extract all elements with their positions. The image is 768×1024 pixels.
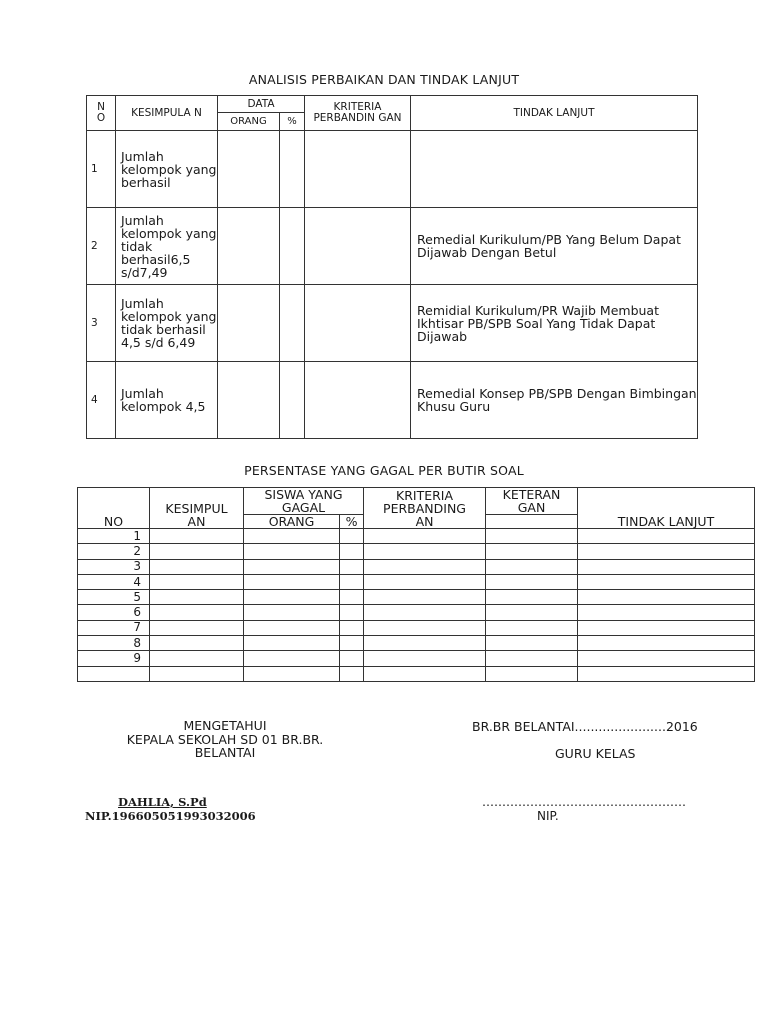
table-cell (150, 574, 244, 589)
table-cell (340, 544, 364, 559)
row-no (78, 666, 150, 681)
row-no: 1 (78, 529, 150, 544)
table-cell (486, 620, 578, 635)
table1-title: ANALISIS PERBAIKAN DAN TINDAK LANJUT (248, 72, 520, 87)
table-cell (578, 574, 755, 589)
table-cell (486, 636, 578, 651)
table-cell (578, 590, 755, 605)
table-cell (150, 559, 244, 574)
row-persen (280, 362, 305, 439)
table-row (87, 208, 698, 285)
table-cell (486, 666, 578, 681)
table-cell (150, 544, 244, 559)
table-cell (340, 559, 364, 574)
row-no: 4 (78, 574, 150, 589)
table-cell (150, 651, 244, 666)
table-cell (364, 666, 486, 681)
row-persen (280, 285, 305, 362)
table-cell (244, 651, 340, 666)
table-cell (244, 636, 340, 651)
table-cell (364, 559, 486, 574)
table-row (87, 285, 698, 362)
table-cell (486, 559, 578, 574)
row-kriteria (305, 131, 411, 208)
analysis-table (86, 95, 698, 439)
table-cell (364, 544, 486, 559)
row-kriteria (305, 285, 411, 362)
row-no: 3 (87, 285, 116, 362)
table-cell (486, 574, 578, 589)
header-data: DATA (218, 96, 305, 113)
table-cell (150, 605, 244, 620)
table-cell (486, 544, 578, 559)
table-cell (578, 559, 755, 574)
table-cell (364, 590, 486, 605)
header-persen: % (340, 515, 364, 529)
row-no: 9 (78, 651, 150, 666)
row-tindak-lanjut: Remedial Kurikulum/PB Yang Belum Dapat Dijawab Dengan Betul (411, 208, 698, 285)
header-no: N O (87, 96, 116, 131)
table-cell (244, 605, 340, 620)
header-persen: % (280, 113, 305, 131)
kepala-sekolah-label: KEPALA SEKOLAH SD 01 BR.BR. (126, 731, 324, 747)
header-siswa-gagal: SISWA YANG GAGAL (244, 488, 364, 515)
row-no: 7 (78, 620, 150, 635)
row-kesimpulan: Jumlah kelompok yang berhasil (116, 131, 218, 208)
mengetahui-label: MENGETAHUI (183, 718, 267, 733)
table-cell (340, 574, 364, 589)
row-kriteria (305, 362, 411, 439)
principal-nip: NIP.196605051993032006 (85, 809, 256, 823)
table-cell (364, 636, 486, 651)
table-cell (486, 605, 578, 620)
table-row (78, 559, 755, 574)
row-orang (218, 131, 280, 208)
header-tindak-lanjut: TINDAK LANJUT (411, 96, 698, 131)
table-cell (150, 636, 244, 651)
row-no: 2 (87, 208, 116, 285)
row-kriteria (305, 208, 411, 285)
table2-title: PERSENTASE YANG GAGAL PER BUTIR SOAL (244, 463, 524, 478)
row-tindak-lanjut: Remidial Kurikulum/PR Wajib Membuat Ikhtisar PB/SPB Soal Yang Tidak Dapat Dijawab (411, 285, 698, 362)
table-row (78, 651, 755, 666)
row-no: 4 (87, 362, 116, 439)
table-row (87, 131, 698, 208)
table-row (78, 574, 755, 589)
table-cell (244, 666, 340, 681)
row-tindak-lanjut (411, 131, 698, 208)
table-row (78, 620, 755, 635)
table-cell (486, 651, 578, 666)
table-cell (578, 544, 755, 559)
table-cell (340, 590, 364, 605)
place-date: BR.BR BELANTAI.......................2016 (472, 719, 698, 734)
header-orang: ORANG (218, 113, 280, 131)
header-kesimpulan: KESIMPUL AN (150, 488, 244, 529)
table-cell (578, 666, 755, 681)
table-cell (578, 620, 755, 635)
table-cell (364, 605, 486, 620)
table-cell (340, 605, 364, 620)
table-cell (340, 636, 364, 651)
table-cell (150, 666, 244, 681)
header-keterangan: KETERAN GAN (486, 488, 578, 515)
table-cell (340, 666, 364, 681)
table-cell (364, 620, 486, 635)
row-kesimpulan: Jumlah kelompok yang tidak berhasil6,5 s/d7,49 (116, 208, 218, 285)
table-row (78, 544, 755, 559)
row-no: 2 (78, 544, 150, 559)
header-kriteria: KRITERIA PERBANDING AN (364, 488, 486, 529)
table-cell (486, 529, 578, 544)
table-row (78, 666, 755, 681)
belantai-label: BELANTAI (194, 745, 256, 760)
signature-dots: …………………………………………… (482, 795, 686, 809)
table-cell (150, 620, 244, 635)
row-no: 5 (78, 590, 150, 605)
principal-name: DAHLIA, S.Pd (118, 795, 207, 809)
header-kesimpulan: KESIMPULA N (116, 96, 218, 131)
table-row (78, 529, 755, 544)
table-cell (150, 529, 244, 544)
row-kesimpulan: Jumlah kelompok yang tidak berhasil 4,5 s/d 6,49 (116, 285, 218, 362)
failure-percentage-table (77, 487, 755, 682)
header-keterangan-sub (486, 515, 578, 529)
table-row (78, 605, 755, 620)
row-persen (280, 208, 305, 285)
row-no: 1 (87, 131, 116, 208)
table-cell (340, 529, 364, 544)
table-row (78, 590, 755, 605)
signature-left (90, 719, 360, 760)
teacher-nip: NIP. (537, 809, 559, 823)
row-no: 8 (78, 636, 150, 651)
table-cell (244, 574, 340, 589)
header-kriteria: KRITERIA PERBANDIN GAN (305, 96, 411, 131)
row-no: 6 (78, 605, 150, 620)
table-cell (340, 651, 364, 666)
table-cell (244, 529, 340, 544)
table-cell (578, 605, 755, 620)
table-cell (578, 529, 755, 544)
table-cell (364, 574, 486, 589)
table-cell (244, 544, 340, 559)
row-tindak-lanjut: Remedial Konsep PB/SPB Dengan Bimbingan Khusu Guru (411, 362, 698, 439)
table-cell (578, 636, 755, 651)
table-row (78, 636, 755, 651)
row-persen (280, 131, 305, 208)
row-no: 3 (78, 559, 150, 574)
row-kesimpulan: Jumlah kelompok 4,5 (116, 362, 218, 439)
table-cell (244, 590, 340, 605)
table-cell (486, 590, 578, 605)
header-orang: ORANG (244, 515, 340, 529)
table-cell (578, 651, 755, 666)
table-cell (244, 620, 340, 635)
header-tindak-lanjut: TINDAK LANJUT (578, 488, 755, 529)
table-cell (340, 620, 364, 635)
table-cell (364, 651, 486, 666)
row-orang (218, 208, 280, 285)
guru-kelas-label: GURU KELAS (555, 746, 636, 761)
table-row (87, 362, 698, 439)
row-orang (218, 285, 280, 362)
table-cell (364, 529, 486, 544)
header-no: NO (78, 488, 150, 529)
row-orang (218, 362, 280, 439)
table-cell (244, 559, 340, 574)
table-cell (150, 590, 244, 605)
